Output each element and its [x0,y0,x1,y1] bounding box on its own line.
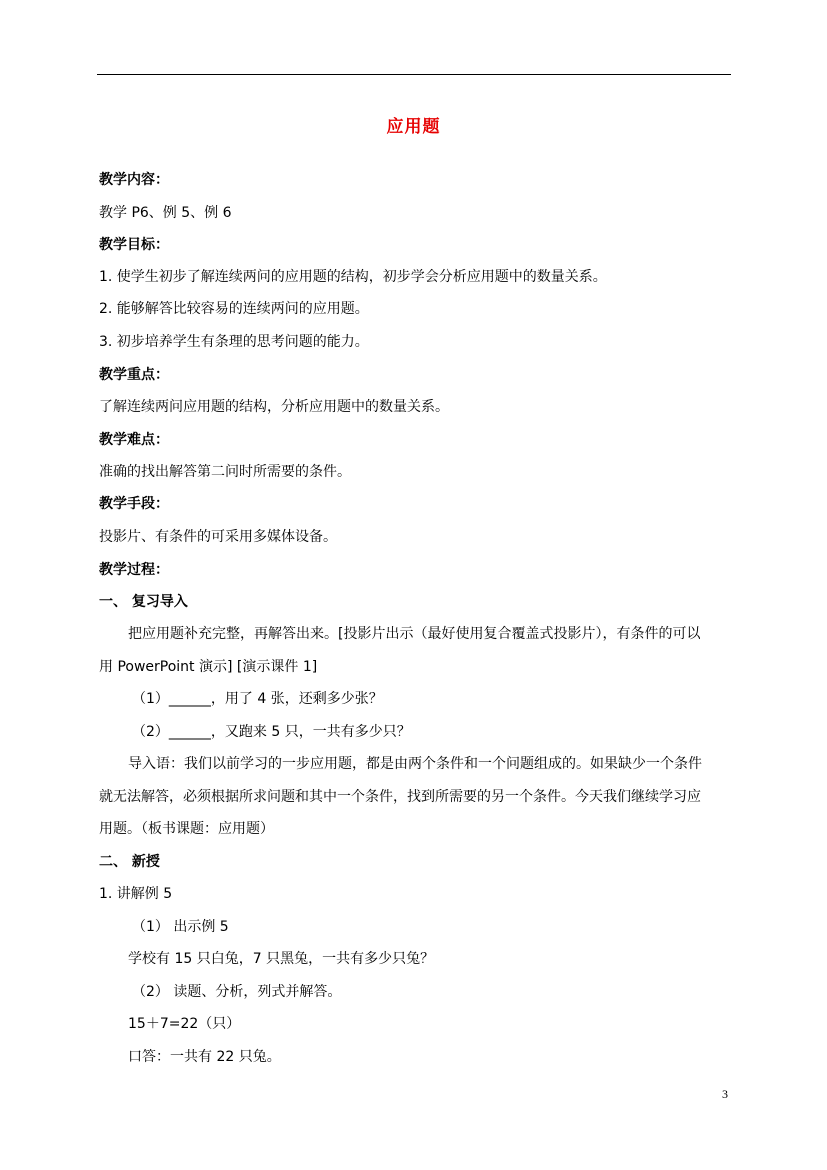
part2-heading: 二、 新授 [99,854,160,870]
difficulty-heading: 教学难点： [99,432,169,448]
difficulty-text: 准确的找出解答第二问时所需要的条件。 [99,464,351,480]
key-heading: 教学重点： [99,367,169,383]
content-heading: 教学内容： [99,172,169,188]
intro-line2: 就无法解答，必须根据所求问题和其中一个条件，找到所需要的另一个条件。今天我们继续学习应 [99,789,701,805]
answer: 口答：一共有 22 只兔。 [128,1049,281,1065]
part1-paragraph-line2: 用 PowerPoint 演示] [演示课件 1] [99,659,318,675]
means-text: 投影片、有条件的可采用多媒体设备。 [99,529,337,545]
question-1: （1）______，用了 4 张，还剩多少张？ [132,691,383,707]
intro-line3: 用题。（板书课题：应用题） [99,821,274,837]
goal-item-3: 3. 初步培养学生有条理的思考问题的能力。 [99,334,369,350]
part1-heading: 一、 复习导入 [99,594,188,610]
page-title: 应用题 [386,117,441,137]
step-1: （1） 出示例 5 [132,919,229,935]
page-number: 3 [722,1087,728,1101]
process-heading: 教学过程： [99,562,169,578]
equation: 15＋7=22（只） [128,1016,241,1032]
item-1: 1. 讲解例 5 [99,886,173,902]
goal-heading: 教学目标： [99,237,169,253]
step-2: （2） 读题、分析，列式并解答。 [132,984,342,1000]
goal-item-1: 1. 使学生初步了解连续两问的应用题的结构，初步学会分析应用题中的数量关系。 [99,269,607,285]
goal-item-2: 2. 能够解答比较容易的连续两问的应用题。 [99,301,369,317]
question-2: （2）______，又跑来 5 只，一共有多少只？ [132,724,411,740]
header-rule [97,74,731,75]
key-text: 了解连续两问应用题的结构，分析应用题中的数量关系。 [99,399,449,415]
intro-line1: 导入语：我们以前学习的一步应用题，都是由两个条件和一个问题组成的。如果缺少一个条件 [128,756,702,772]
example-text: 学校有 15 只白兔，7 只黑兔，一共有多少只兔？ [128,951,435,967]
part1-paragraph-line1: 把应用题补充完整，再解答出来。[投影片出示（最好使用复合覆盖式投影片），有条件的可以 [128,626,701,642]
means-heading: 教学手段： [99,496,169,512]
content-text: 教学 P6、例 5、例 6 [99,205,232,221]
